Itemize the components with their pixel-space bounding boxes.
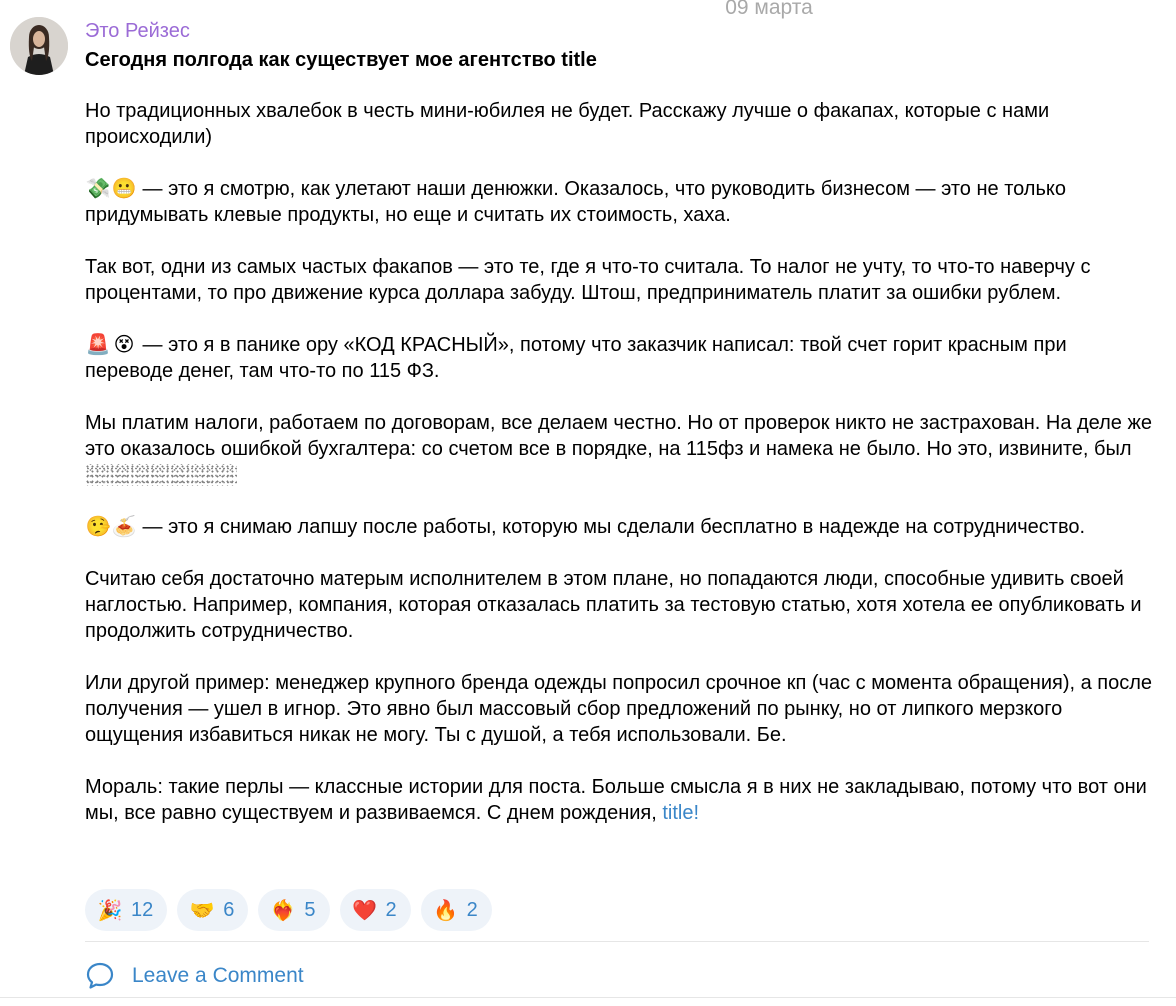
post-paragraph-5-text: Мы платим налоги, работаем по договорам, все делаем честно. Но от проверок никто не застрахован. На деле же это оказалось ошибкой бухгалтера: со счетом все в порядке, на 115фз и намека не было. Но это, извините, был	[85, 412, 1152, 460]
reaction-handshake[interactable]	[177, 889, 248, 931]
post-body	[85, 98, 1160, 826]
party-popper-icon: 🎉	[97, 898, 123, 922]
reaction-count: 6	[223, 898, 235, 921]
police-light-emoji-icon: 🚨	[85, 332, 111, 356]
reaction-heart[interactable]	[340, 889, 411, 931]
post-paragraph-1: Но традиционных хвалебок в честь мини-юбилея не будет. Расскажу лучше о факапах, которые с нами происходили)	[85, 100, 1050, 148]
post	[85, 18, 1165, 826]
spoiler-text[interactable]	[85, 464, 237, 486]
post-paragraph-6-text: — это я снимаю лапшу после работы, которую мы сделали бесплатно в надежде на сотрудничество.	[137, 516, 1086, 538]
reaction-count: 12	[131, 898, 154, 921]
post-paragraph-8: Или другой пример: менеджер крупного бренда одежды попросил срочное кп (час с момента обращения), а после получения — ушел в игнор. Это явно был массовый сбор предложений по рынку, но от липкого мерзкого ощущения избавиться никак не могу. Ты с душой, а тебя использовали. Бе.	[85, 672, 1153, 746]
post-title: Сегодня полгода как существует мое агентство title	[85, 49, 597, 71]
red-heart-icon: ❤️	[352, 898, 377, 922]
reactions-bar	[85, 889, 492, 931]
post-paragraph-9-text: Мораль: такие перлы — классные истории для поста. Больше смысла я в них не закладываю, потому что вот они мы, все равно существуем и развиваемся. С днем рождения,	[85, 776, 1147, 824]
fire-icon: 🔥	[433, 898, 459, 922]
reaction-count: 2	[385, 898, 397, 921]
handshake-icon: 🤝	[189, 898, 215, 922]
post-paragraph-4	[85, 332, 1160, 384]
lying-face-emoji-icon: 🤥	[85, 514, 111, 538]
avatar[interactable]	[10, 17, 68, 75]
post-paragraph-9	[85, 774, 1160, 826]
divider	[85, 941, 1149, 942]
avatar-image	[10, 17, 68, 75]
post-paragraph-2-text: — это я смотрю, как улетают наши денюжки. Оказалось, что руководить бизнесом — это не только придумывать клевые продукты, но еще и считать их стоимость, хаха.	[85, 178, 1066, 226]
reaction-count: 2	[466, 898, 478, 921]
grimacing-face-emoji-icon: 😬	[111, 176, 137, 200]
comment-bubble-icon	[85, 961, 115, 991]
reaction-count: 5	[304, 898, 316, 921]
bottom-divider	[0, 997, 1176, 998]
money-wings-emoji-icon: 💸	[85, 176, 111, 200]
reaction-party[interactable]	[85, 889, 167, 931]
leave-comment-button[interactable]	[85, 958, 304, 994]
post-paragraph-4-text: — это я в панике ору «КОД КРАСНЫЙ», потому что заказчик написал: твой счет горит красным при переводе денег, там что-то по 115 ФЗ.	[85, 334, 1067, 382]
post-paragraph-3: Так вот, одни из самых частых факапов — это те, где я что-то считала. То налог не учту, то что-то наверчу с процентами, то про движение курса доллара забуду. Штош, предприниматель платит за ошибки рублем.	[85, 256, 1091, 304]
post-paragraph-2	[85, 176, 1160, 228]
post-paragraph-7: Считаю себя достаточно матерым исполнителем в этом плане, но попадаются люди, способные удивить своей наглостью. Например, компания, которая отказалась платить за тестовую статью, хотя хотела ее опубликовать и продолжить сотрудничество.	[85, 568, 1142, 642]
leave-comment-label: Leave a Comment	[132, 964, 304, 987]
post-author[interactable]: Это Рейзес	[85, 20, 190, 42]
date-badge: 09 марта	[725, 0, 813, 19]
post-paragraph-6	[85, 514, 1160, 540]
reaction-heart-on-fire[interactable]	[258, 889, 329, 931]
spaghetti-emoji-icon: 🍝	[111, 514, 137, 538]
heart-on-fire-icon: ❤️‍🔥	[270, 898, 296, 922]
post-paragraph-5	[85, 410, 1160, 488]
dizzy-face-emoji-icon: 😵	[113, 332, 135, 356]
reaction-fire[interactable]	[421, 889, 492, 931]
hashtag-link[interactable]: title!	[662, 802, 700, 824]
